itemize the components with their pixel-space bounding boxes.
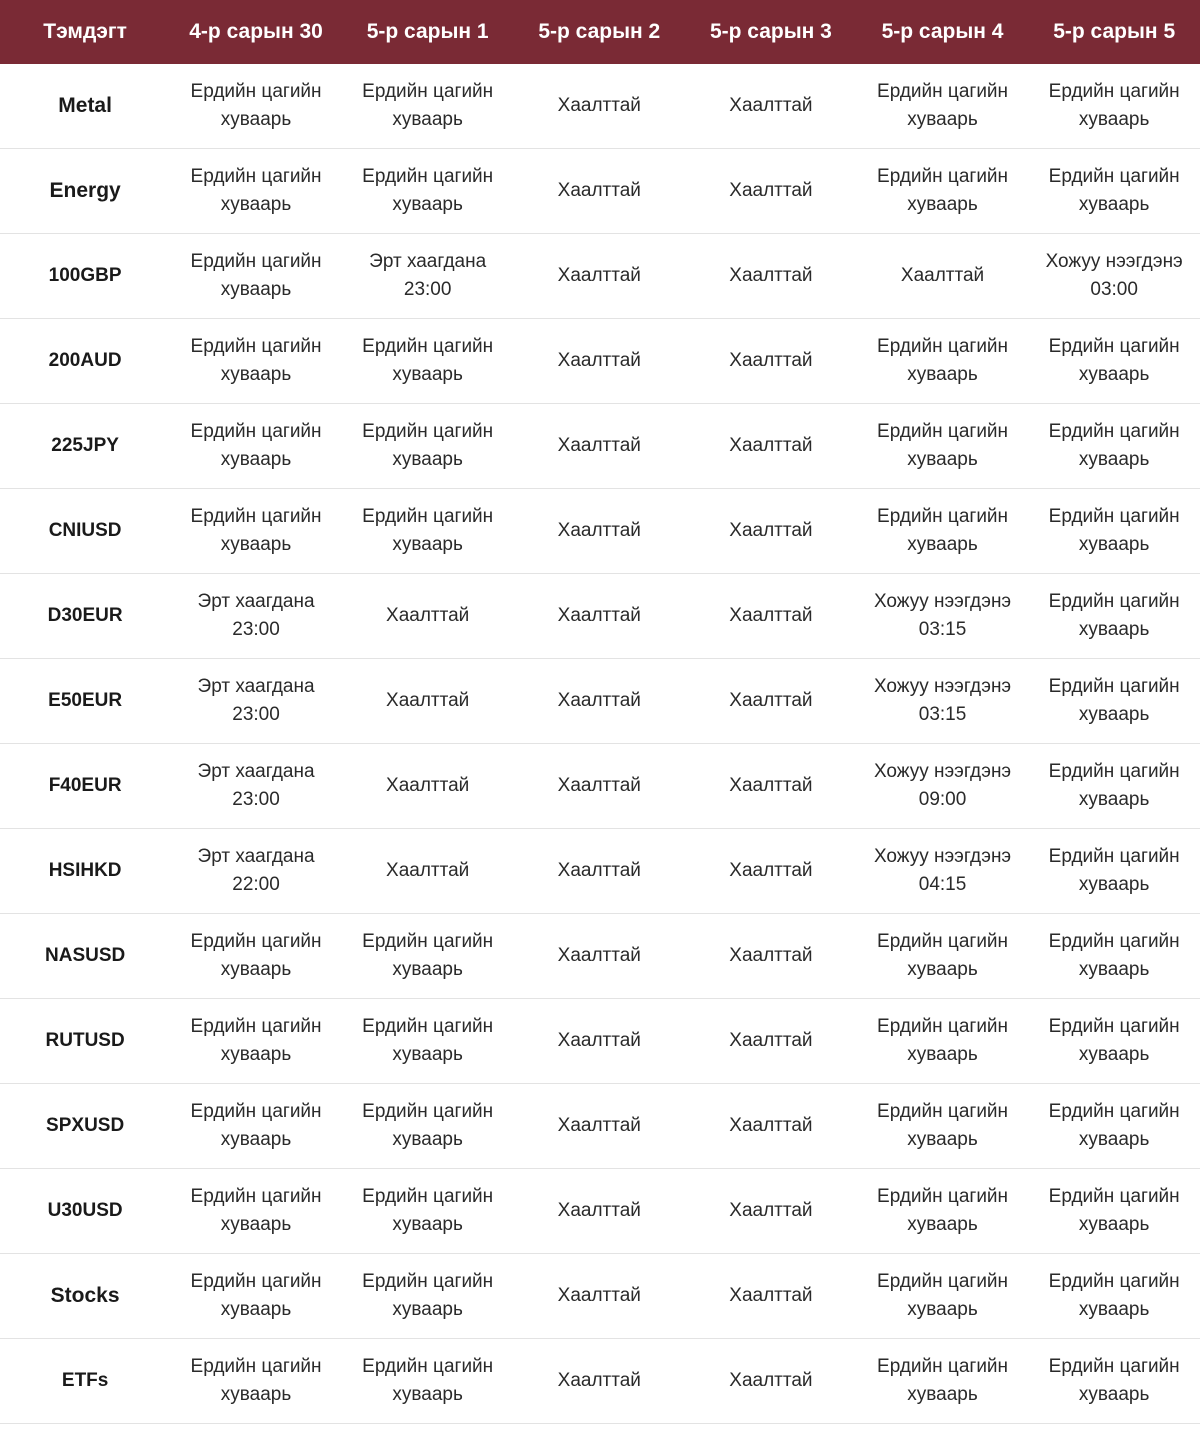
schedule-cell-text: Хаалттай — [729, 690, 813, 711]
schedule-cell-text: Хаалттай — [557, 1030, 641, 1051]
schedule-cell-text: Ердийн цагийн хуваарь — [362, 506, 494, 555]
symbol-cell: 200AUD — [0, 319, 170, 404]
schedule-cell — [170, 744, 342, 829]
schedule-cell-text: Хожуу нээгдэнэ 03:15 — [873, 591, 1012, 640]
schedule-cell-text: Ердийн цагийн хуваарь — [877, 336, 1009, 385]
schedule-cell — [857, 149, 1029, 234]
schedule-cell-text: Ердийн цагийн хуваарь — [1048, 676, 1180, 725]
schedule-cell-text: Хожуу нээгдэнэ 04:15 — [873, 846, 1012, 895]
table-row — [0, 1254, 1200, 1339]
table-row — [0, 149, 1200, 234]
schedule-cell-text: Ердийн цагийн хуваарь — [190, 251, 322, 300]
schedule-cell — [342, 659, 514, 744]
schedule-cell-text: Хаалттай — [729, 1115, 813, 1136]
schedule-cell-text: Хаалттай — [386, 775, 470, 796]
table-row — [0, 234, 1200, 319]
schedule-cell — [513, 744, 685, 829]
table-row — [0, 489, 1200, 574]
schedule-cell — [857, 1169, 1029, 1254]
schedule-cell-text: Ердийн цагийн хуваарь — [1048, 931, 1180, 980]
schedule-cell-text: Ердийн цагийн хуваарь — [362, 166, 494, 215]
table-row — [0, 659, 1200, 744]
schedule-cell — [685, 319, 857, 404]
schedule-cell-text: Хаалттай — [386, 690, 470, 711]
schedule-cell — [170, 1169, 342, 1254]
schedule-cell — [170, 489, 342, 574]
schedule-cell — [857, 744, 1029, 829]
schedule-cell — [857, 1339, 1029, 1424]
schedule-cell-text: Хаалттай — [729, 350, 813, 371]
schedule-cell — [170, 829, 342, 914]
schedule-cell-text: Ердийн цагийн хуваарь — [362, 1101, 494, 1150]
schedule-cell — [170, 999, 342, 1084]
schedule-cell-text: Ердийн цагийн хуваарь — [362, 81, 494, 130]
schedule-cell-text: Хаалттай — [729, 95, 813, 116]
schedule-cell-text: Ердийн цагийн хуваарь — [1048, 336, 1180, 385]
column-header-date: 5-р сарын 5 — [1028, 0, 1200, 64]
schedule-cell — [857, 659, 1029, 744]
symbol-cell: F40EUR — [0, 744, 170, 829]
schedule-cell — [1028, 234, 1200, 319]
schedule-cell — [1028, 404, 1200, 489]
schedule-cell-text: Хаалттай — [900, 265, 985, 286]
schedule-cell — [857, 489, 1029, 574]
column-header-date: 4-р сарын 30 — [170, 0, 342, 64]
schedule-cell-text: Хаалттай — [557, 690, 641, 711]
schedule-cell-text: Ердийн цагийн хуваарь — [362, 336, 494, 385]
schedule-cell — [342, 829, 514, 914]
schedule-cell-text: Хаалттай — [386, 605, 470, 626]
schedule-cell-text: Ердийн цагийн хуваарь — [362, 931, 494, 980]
schedule-cell-text: Ердийн цагийн хуваарь — [877, 1101, 1009, 1150]
schedule-cell-text: Ердийн цагийн хуваарь — [877, 81, 1009, 130]
table-row — [0, 404, 1200, 489]
schedule-cell — [170, 404, 342, 489]
schedule-cell — [1028, 744, 1200, 829]
schedule-cell — [1028, 319, 1200, 404]
schedule-cell-text: Ердийн цагийн хуваарь — [190, 336, 322, 385]
schedule-cell — [342, 489, 514, 574]
schedule-cell-text: Ердийн цагийн хуваарь — [1048, 1356, 1180, 1405]
symbol-cell: D30EUR — [0, 574, 170, 659]
schedule-cell — [685, 489, 857, 574]
schedule-cell-text: Ердийн цагийн хуваарь — [877, 1271, 1009, 1320]
schedule-cell-text: Хаалттай — [557, 1370, 641, 1391]
schedule-cell-text: Эрт хаагдана 23:00 — [369, 251, 487, 300]
schedule-cell — [170, 64, 342, 149]
column-header-date: 5-р сарын 1 — [342, 0, 514, 64]
schedule-cell-text: Ердийн цагийн хуваарь — [190, 421, 322, 470]
schedule-cell-text: Хаалттай — [729, 605, 813, 626]
table-row — [0, 1339, 1200, 1424]
schedule-cell-text: Хаалттай — [729, 435, 813, 456]
schedule-cell-text: Хаалттай — [557, 1115, 641, 1136]
schedule-cell — [1028, 149, 1200, 234]
schedule-cell-text: Эрт хаагдана 23:00 — [197, 676, 315, 725]
schedule-cell-text: Ердийн цагийн хуваарь — [362, 421, 494, 470]
schedule-cell — [1028, 914, 1200, 999]
symbol-cell: CNIUSD — [0, 489, 170, 574]
table-row — [0, 319, 1200, 404]
schedule-cell — [513, 234, 685, 319]
schedule-cell-text: Ердийн цагийн хуваарь — [1048, 761, 1180, 810]
schedule-cell-text: Ердийн цагийн хуваарь — [877, 931, 1009, 980]
schedule-cell — [513, 149, 685, 234]
symbol-cell: RUTUSD — [0, 999, 170, 1084]
schedule-cell-text: Ердийн цагийн хуваарь — [190, 1016, 322, 1065]
schedule-cell — [342, 574, 514, 659]
schedule-cell-text: Ердийн цагийн хуваарь — [190, 1271, 322, 1320]
table-row — [0, 574, 1200, 659]
schedule-cell — [513, 659, 685, 744]
schedule-cell — [685, 1169, 857, 1254]
schedule-cell — [342, 1339, 514, 1424]
schedule-cell-text: Хаалттай — [729, 520, 813, 541]
schedule-cell — [342, 1254, 514, 1339]
schedule-cell — [685, 149, 857, 234]
schedule-cell-text: Ердийн цагийн хуваарь — [877, 506, 1009, 555]
symbol-cell: Stocks — [0, 1254, 170, 1339]
header-row — [0, 0, 1200, 64]
schedule-cell-text: Хаалттай — [729, 1030, 813, 1051]
schedule-cell — [857, 319, 1029, 404]
schedule-cell-text: Хаалттай — [729, 945, 813, 966]
schedule-cell — [685, 404, 857, 489]
schedule-cell — [1028, 1084, 1200, 1169]
schedule-cell-text: Хаалттай — [557, 265, 641, 286]
schedule-cell — [513, 1254, 685, 1339]
schedule-cell — [513, 64, 685, 149]
schedule-cell — [342, 404, 514, 489]
schedule-cell — [685, 234, 857, 319]
schedule-cell-text: Ердийн цагийн хуваарь — [190, 506, 322, 555]
schedule-cell — [1028, 829, 1200, 914]
schedule-cell — [513, 829, 685, 914]
schedule-cell — [170, 574, 342, 659]
schedule-cell — [342, 64, 514, 149]
schedule-cell — [1028, 999, 1200, 1084]
schedule-cell — [1028, 489, 1200, 574]
schedule-cell-text: Хаалттай — [729, 180, 813, 201]
table-header — [0, 0, 1200, 64]
schedule-cell — [857, 64, 1029, 149]
schedule-cell-text: Ердийн цагийн хуваарь — [362, 1186, 494, 1235]
schedule-cell-text: Ердийн цагийн хуваарь — [362, 1356, 494, 1405]
schedule-cell — [513, 1169, 685, 1254]
schedule-cell — [857, 574, 1029, 659]
schedule-cell-text: Ердийн цагийн хуваарь — [1048, 1271, 1180, 1320]
schedule-cell-text: Эрт хаагдана 23:00 — [197, 761, 315, 810]
schedule-cell-text: Ердийн цагийн хуваарь — [1048, 81, 1180, 130]
schedule-cell-text: Ердийн цагийн хуваарь — [362, 1016, 494, 1065]
schedule-cell-text: Ердийн цагийн хуваарь — [1048, 1186, 1180, 1235]
schedule-cell-text: Хаалттай — [729, 1285, 813, 1306]
schedule-cell — [685, 1339, 857, 1424]
schedule-cell-text: Ердийн цагийн хуваарь — [190, 1101, 322, 1150]
schedule-cell-text: Хожуу нээгдэнэ 09:00 — [873, 761, 1012, 810]
schedule-cell — [1028, 659, 1200, 744]
schedule-cell — [685, 999, 857, 1084]
schedule-cell — [857, 1084, 1029, 1169]
schedule-cell — [1028, 1169, 1200, 1254]
schedule-cell — [342, 1084, 514, 1169]
schedule-cell — [170, 149, 342, 234]
symbol-cell: HSIHKD — [0, 829, 170, 914]
schedule-cell-text: Хаалттай — [557, 860, 641, 881]
table-row — [0, 1169, 1200, 1254]
symbol-cell: U30USD — [0, 1169, 170, 1254]
schedule-cell-text: Ердийн цагийн хуваарь — [877, 421, 1009, 470]
schedule-cell — [857, 829, 1029, 914]
schedule-cell — [342, 319, 514, 404]
schedule-cell — [170, 914, 342, 999]
schedule-cell — [513, 489, 685, 574]
schedule-cell — [1028, 1339, 1200, 1424]
schedule-cell-text: Ердийн цагийн хуваарь — [877, 1016, 1009, 1065]
table-body — [0, 64, 1200, 1424]
schedule-cell — [170, 659, 342, 744]
schedule-cell-text: Ердийн цагийн хуваарь — [1048, 846, 1180, 895]
table-row — [0, 744, 1200, 829]
schedule-cell-text: Ердийн цагийн хуваарь — [190, 1186, 322, 1235]
schedule-cell-text: Ердийн цагийн хуваарь — [1048, 166, 1180, 215]
column-header-date: 5-р сарын 3 — [685, 0, 857, 64]
symbol-cell: SPXUSD — [0, 1084, 170, 1169]
schedule-cell — [1028, 1254, 1200, 1339]
schedule-cell — [170, 1084, 342, 1169]
schedule-cell — [857, 404, 1029, 489]
schedule-cell-text: Ердийн цагийн хуваарь — [1048, 591, 1180, 640]
schedule-cell-text: Хаалттай — [557, 350, 641, 371]
schedule-cell-text: Хожуу нээгдэнэ 03:00 — [1045, 251, 1183, 300]
schedule-cell-text: Ердийн цагийн хуваарь — [362, 1271, 494, 1320]
schedule-cell — [685, 659, 857, 744]
schedule-cell — [513, 319, 685, 404]
schedule-cell-text: Хаалттай — [729, 860, 813, 881]
schedule-cell-text: Эрт хаагдана 23:00 — [197, 591, 315, 640]
schedule-cell-text: Хаалттай — [557, 435, 641, 456]
schedule-cell-text: Хаалттай — [557, 1200, 641, 1221]
schedule-cell — [685, 574, 857, 659]
schedule-cell — [685, 829, 857, 914]
symbol-cell: Metal — [0, 64, 170, 149]
schedule-cell — [342, 1169, 514, 1254]
symbol-cell: E50EUR — [0, 659, 170, 744]
schedule-cell — [513, 1084, 685, 1169]
schedule-cell-text: Ердийн цагийн хуваарь — [190, 931, 322, 980]
schedule-cell — [342, 149, 514, 234]
schedule-cell-text: Ердийн цагийн хуваарь — [1048, 1016, 1180, 1065]
schedule-cell-text: Хаалттай — [557, 95, 641, 116]
schedule-cell-text: Хаалттай — [729, 1370, 813, 1391]
schedule-cell-text: Ердийн цагийн хуваарь — [877, 1186, 1009, 1235]
schedule-cell-text: Ердийн цагийн хуваарь — [190, 166, 322, 215]
symbol-cell: 225JPY — [0, 404, 170, 489]
schedule-cell — [170, 234, 342, 319]
schedule-cell — [685, 64, 857, 149]
schedule-cell-text: Ердийн цагийн хуваарь — [1048, 1101, 1180, 1150]
schedule-cell — [857, 234, 1029, 319]
schedule-cell — [170, 1339, 342, 1424]
column-header-date: 5-р сарын 2 — [513, 0, 685, 64]
schedule-cell-text: Хаалттай — [729, 775, 813, 796]
schedule-cell — [342, 234, 514, 319]
schedule-cell — [342, 744, 514, 829]
column-header-symbol: Тэмдэгт — [0, 0, 170, 64]
table-row — [0, 914, 1200, 999]
schedule-cell — [342, 914, 514, 999]
schedule-cell-text: Ердийн цагийн хуваарь — [1048, 506, 1180, 555]
table-row — [0, 999, 1200, 1084]
schedule-cell-text: Хаалттай — [557, 1285, 641, 1306]
schedule-cell — [513, 1339, 685, 1424]
schedule-cell — [685, 914, 857, 999]
schedule-cell — [857, 914, 1029, 999]
schedule-cell — [685, 744, 857, 829]
symbol-cell: 100GBP — [0, 234, 170, 319]
schedule-cell — [513, 404, 685, 489]
schedule-cell — [1028, 64, 1200, 149]
schedule-cell — [685, 1084, 857, 1169]
schedule-cell — [513, 914, 685, 999]
table-row — [0, 64, 1200, 149]
schedule-cell-text: Хаалттай — [386, 860, 470, 881]
schedule-cell-text: Хаалттай — [557, 605, 641, 626]
schedule-cell — [1028, 574, 1200, 659]
schedule-cell-text: Хаалттай — [557, 945, 641, 966]
symbol-cell: Energy — [0, 149, 170, 234]
schedule-cell — [513, 574, 685, 659]
schedule-cell-text: Хаалттай — [557, 775, 641, 796]
schedule-cell — [513, 999, 685, 1084]
schedule-cell — [685, 1254, 857, 1339]
schedule-cell-text: Ердийн цагийн хуваарь — [190, 1356, 322, 1405]
schedule-cell — [170, 1254, 342, 1339]
schedule-cell — [342, 999, 514, 1084]
schedule-cell-text: Хаалттай — [729, 1200, 813, 1221]
schedule-cell-text: Хаалттай — [729, 265, 813, 286]
schedule-cell-text: Ердийн цагийн хуваарь — [877, 1356, 1009, 1405]
symbol-cell: NASUSD — [0, 914, 170, 999]
schedule-cell-text: Ердийн цагийн хуваарь — [877, 166, 1009, 215]
column-header-date: 5-р сарын 4 — [857, 0, 1029, 64]
schedule-cell-text: Хаалттай — [557, 180, 641, 201]
schedule-cell-text: Ердийн цагийн хуваарь — [190, 81, 322, 130]
schedule-cell-text: Эрт хаагдана 22:00 — [197, 846, 315, 895]
schedule-cell-text: Хожуу нээгдэнэ 03:15 — [873, 676, 1012, 725]
schedule-cell-text: Хаалттай — [557, 520, 641, 541]
schedule-cell-text: Ердийн цагийн хуваарь — [1048, 421, 1180, 470]
symbol-cell: ETFs — [0, 1339, 170, 1424]
schedule-cell — [170, 319, 342, 404]
schedule-cell — [857, 999, 1029, 1084]
table-row — [0, 1084, 1200, 1169]
schedule-cell — [857, 1254, 1029, 1339]
table-row — [0, 829, 1200, 914]
